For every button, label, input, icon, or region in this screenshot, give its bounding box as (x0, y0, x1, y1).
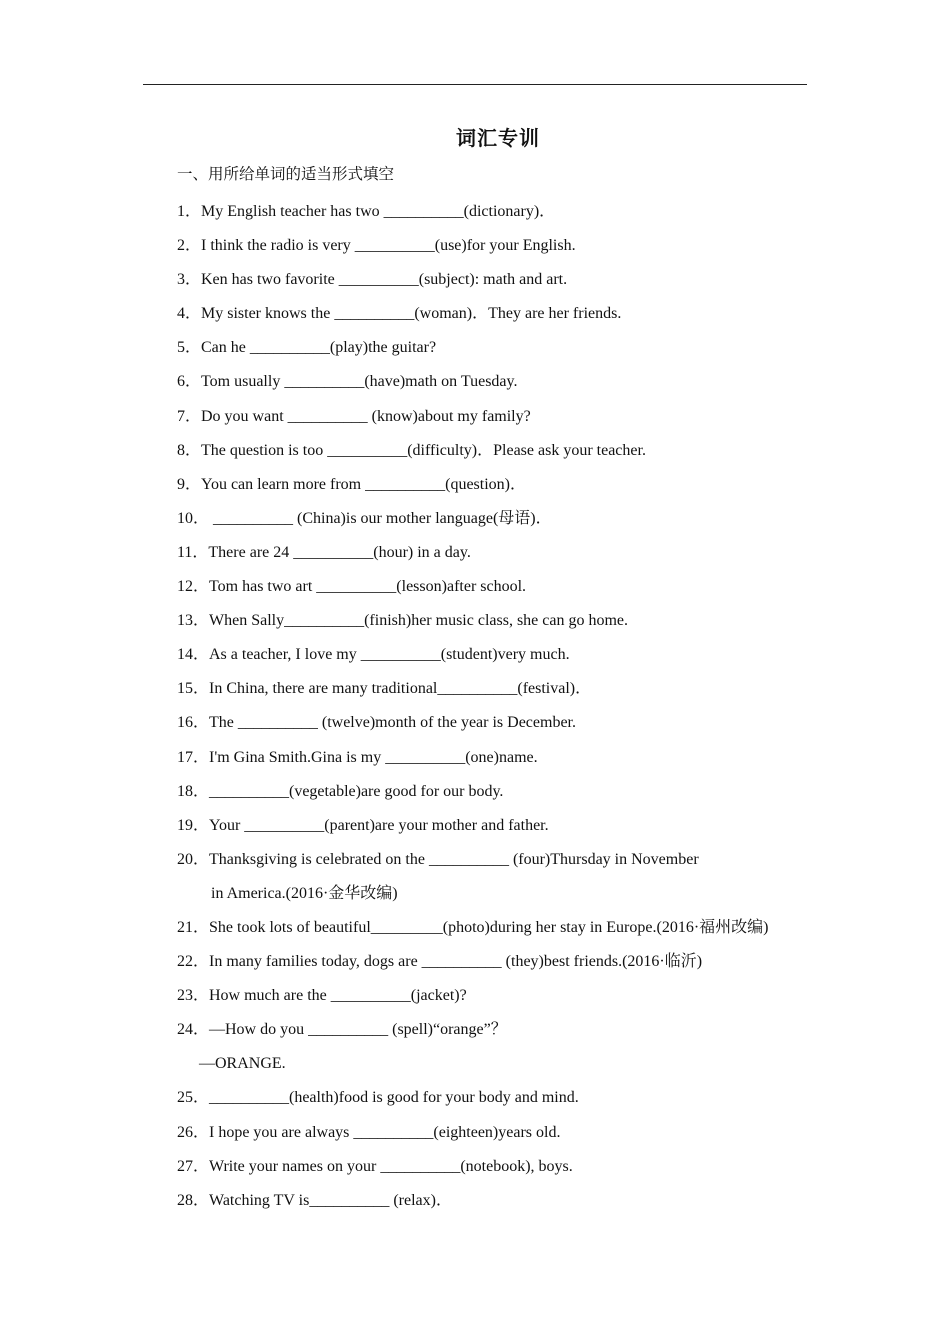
question-item: 1．My English teacher has two __________(dictionary)． (177, 203, 556, 220)
question-item: 4．My sister knows the __________(woman)．They are her friends. (177, 305, 622, 323)
question-item: 17．I'm Gina Smith.Gina is my __________(one)name. (177, 748, 538, 766)
question-item: 11．There are 24 __________(hour) in a day. (177, 543, 471, 561)
question-item: 10． __________ (China)is our mother language(母语)． (177, 509, 552, 527)
question-item: 15．In China, there are many traditional__________(festival)． (177, 680, 592, 698)
question-continuation: in America.(2016·金华改编) (211, 884, 398, 902)
question-item: 25．__________(health)food is good for your body and mind. (177, 1089, 579, 1107)
question-item: 24．—How do you __________ (spell)“orange”？ (177, 1021, 507, 1039)
question-item: 7．Do you want __________ (know)about my family? (177, 407, 531, 425)
question-item: 26．I hope you are always __________(eighteen)years old. (177, 1123, 561, 1141)
question-item: 6．Tom usually __________(have)math on Tuesday. (177, 373, 518, 391)
question-item: 5．Can he __________(play)the guitar? (177, 339, 437, 357)
header-rule (143, 84, 807, 85)
question-item: 8．The question is too __________(difficulty)．Please ask your teacher. (177, 441, 646, 459)
question-item: 19．Your __________(parent)are your mother and father. (177, 816, 549, 834)
question-item: 12．Tom has two art __________(lesson)after school. (177, 578, 527, 596)
question-item: 22．In many families today, dogs are __________ (they)best friends.(2016·临沂) (177, 953, 703, 971)
question-item: 16．The __________ (twelve)month of the year is December. (177, 714, 577, 732)
question-item: 21．She took lots of beautiful_________(photo)during her stay in Europe.(2016·福州改编) (177, 918, 769, 936)
question-item: 28．Watching TV is__________ (relax)． (177, 1191, 452, 1209)
question-item: 2．I think the radio is very __________(use)for your English. (177, 237, 576, 255)
question-item: 13．When Sally__________(finish)her music class, she can go home. (177, 612, 629, 630)
question-continuation: —ORANGE. (199, 1055, 286, 1073)
question-item: 9．You can learn more from __________(question)． (177, 475, 526, 493)
question-list (177, 195, 817, 1218)
question-item: 27．Write your names on your __________(notebook), boys. (177, 1157, 573, 1175)
question-item: 20．Thanksgiving is celebrated on the __________ (four)Thursday in November (177, 850, 699, 868)
question-item: 3．Ken has two favorite __________(subject): math and art. (177, 271, 568, 289)
section-heading: 一、用所给单词的适当形式填空 (177, 165, 395, 183)
question-item: 14．As a teacher, I love my __________(student)very much. (177, 646, 570, 664)
page-title: 词汇专训 (456, 126, 540, 150)
question-item: 18．__________(vegetable)are good for our body. (177, 782, 504, 800)
question-item: 23．How much are the __________(jacket)? (177, 987, 467, 1005)
